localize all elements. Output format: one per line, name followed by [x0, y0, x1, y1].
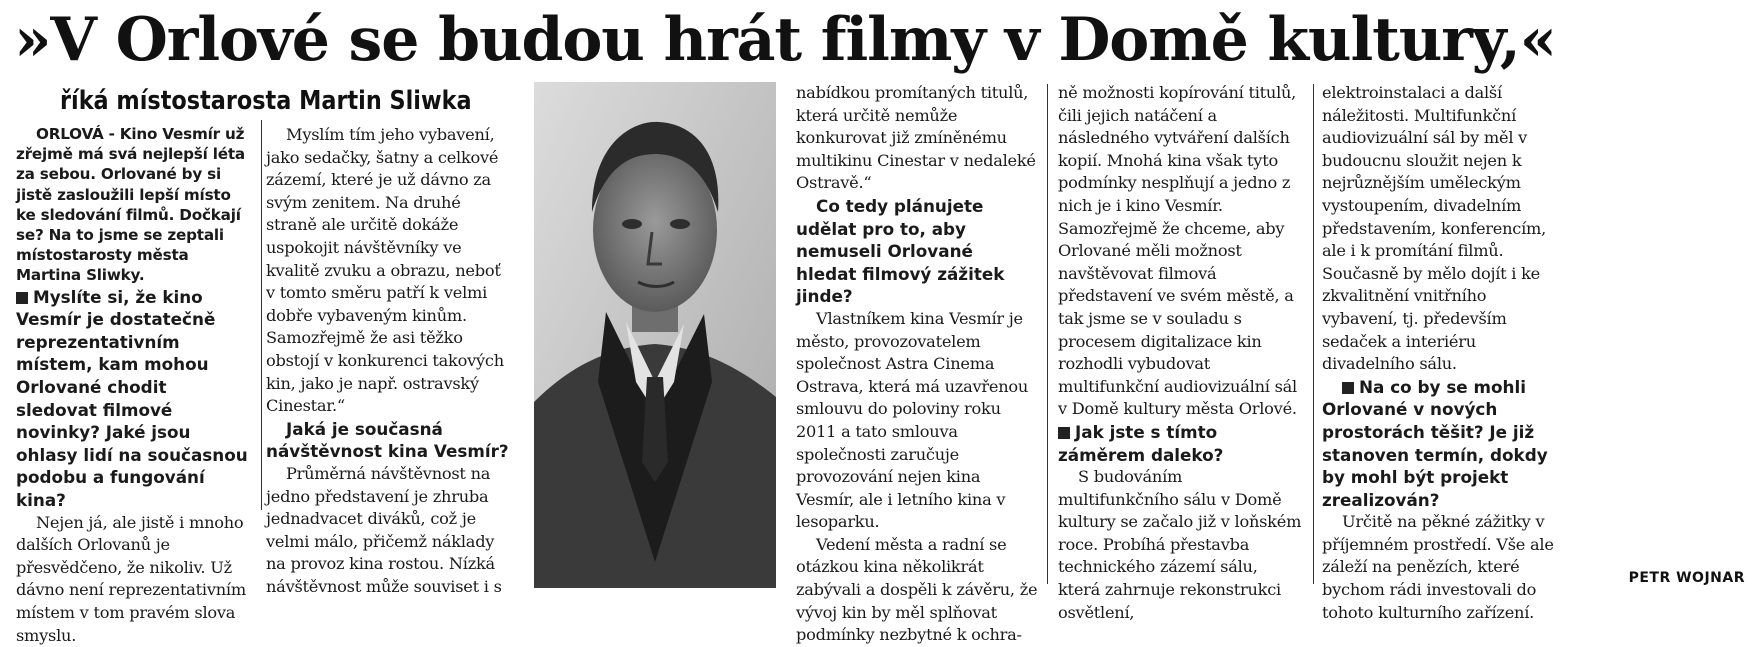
square-bullet-icon: [1342, 382, 1354, 394]
answer-4-continued: elektroinstalaci a další náležitosti. Multifunkční audiovizuální sál by měl v budoucnu sloužit nejen k nejrůznějším uměleckým vystoupením, divadelním představením, konferencím, ale i k promítání filmů. Současně by mělo dojít i ke zkvalitnění vnitřního vybavení, tj. především sedaček a interiéru divadelního sálu.: [1322, 83, 1547, 374]
column-rule: [1047, 84, 1048, 584]
answer-5: Určitě na pěkné zážitky v příjemném prostředí. Vše ale záleží na penězích, které bychom rádi investovali do tohoto kulturního zařízení.: [1322, 512, 1554, 622]
question-2: Jaká je současná návštěvnost kina Vesmír?: [266, 418, 509, 462]
answer-2: Průměrná návštěvnost na jedno představení je zhruba jednadvacet diváků, což je velmi málo, přičemž náklady na provoz kina rostou. Nízká návštěvnost může souviset i s: [266, 463, 502, 596]
answer-3-paragraph-2: Vedení města a radní se otázkou kina několikrát zabývali a dospěli k závěru, že vývoj kin by měl splňovat podmínky nezbytné k ochra-: [796, 534, 1038, 645]
column-3: [796, 82, 1039, 647]
portrait-photo: [534, 82, 776, 588]
question-1: Myslíte si, že kino Vesmír je dostatečně reprezentativním místem, kam mohou Orlované chodit sledovat filmové novinky? Jaké jsou ohlasy lidí na současnou podobu a fungování kina?: [16, 286, 248, 510]
headline: »V Orlové se budou hrát filmy v Domě kultury,«: [14, 5, 1557, 75]
subheadline: říká místostarosta Martin Sliwka: [60, 86, 472, 116]
column-5: [1322, 82, 1560, 624]
answer-1-continued: Myslím tím jeho vybavení, jako sedačky, šatny a celkové zázemí, které je už dávno za svým zenitem. Na druhé straně ale určitě dokáže uspokojit návštěvníky ve kvalitě zvuku a obrazu, neboť v tomto směru patří k velmi dobře vybaveným kinům. Samozřejmě že asi těžko obstojí v konkurenci takových kin, jako je např. ostravský Cinestar.“: [266, 125, 504, 416]
answer-1: Nejen já, ale jistě i mnoho dalších Orlovanů je přesvědčeno, že nikoliv. Už dávno není reprezentativním místem v tom pravém slova smyslu.: [16, 512, 246, 645]
author-byline: PETR WOJNAR: [1628, 570, 1745, 586]
square-bullet-icon: [1058, 427, 1070, 439]
column-2: [266, 124, 509, 598]
portrait-photo-image: [534, 82, 776, 588]
square-bullet-icon: [16, 292, 28, 304]
lede-paragraph: ORLOVÁ - Kino Vesmír už zřejmě má svá nejlepší léta za sebou. Orlované by si jistě zasloužili lepší místo ke sledování filmů. Dočkají se? Na to jsme se zeptali místostarosty města Martina Sliwky.: [16, 125, 245, 285]
question-3: Co tedy plánujete udělat pro to, aby nemuseli Orlované hledat filmový zážitek jinde?: [796, 195, 1005, 307]
answer-4: S budováním multifunkčního sálu v Domě kultury se začalo již v loňském roce. Probíhá přestavba technického zázemí sálu, která zahrnuje rekonstrukci osvětlení,: [1058, 467, 1302, 622]
column-rule: [261, 120, 262, 510]
answer-3-paragraph-1: Vlastníkem kina Vesmír je město, provozovatelem společnost Astra Cinema Ostrava, která má uzavřenou smlouvu do poloviny roku 2011 a tato smlouva společnosti zaručuje provozování nejen kina Vesmír, ale i letního kina v lesoparku.: [796, 308, 1029, 532]
column-1: [16, 124, 252, 647]
answer-2-continued: nabídkou promítaných titulů, která určitě nemůže konkurovat již zmíněnému multikinu Cinestar v nedaleké Ostravě.“: [796, 83, 1036, 193]
question-5: Na co by se mohli Orlované v nových prostorách těšit? Je již stanoven termín, dokdy by mohl být projekt zrealizován?: [1322, 376, 1548, 510]
column-rule: [1313, 84, 1314, 584]
question-4: Jak jste s tímto záměrem daleko?: [1058, 421, 1224, 465]
column-4: [1058, 82, 1303, 624]
answer-3-continued: ně možnosti kopírování titulů, čili jejich natáčení a následného vytváření dalších kopií. Mnohá kina však tyto podmínky nesplňují a jedno z nich je i kino Vesmír. Samozřejmě že chceme, aby Orlované měli možnost navštěvovat filmová představení ve svém městě, a tak jsme se v souladu s procesem digitalizace kin rozhodli vybudovat multifunkční audiovizuální sál v Domě kultury města Orlové.: [1058, 83, 1297, 419]
